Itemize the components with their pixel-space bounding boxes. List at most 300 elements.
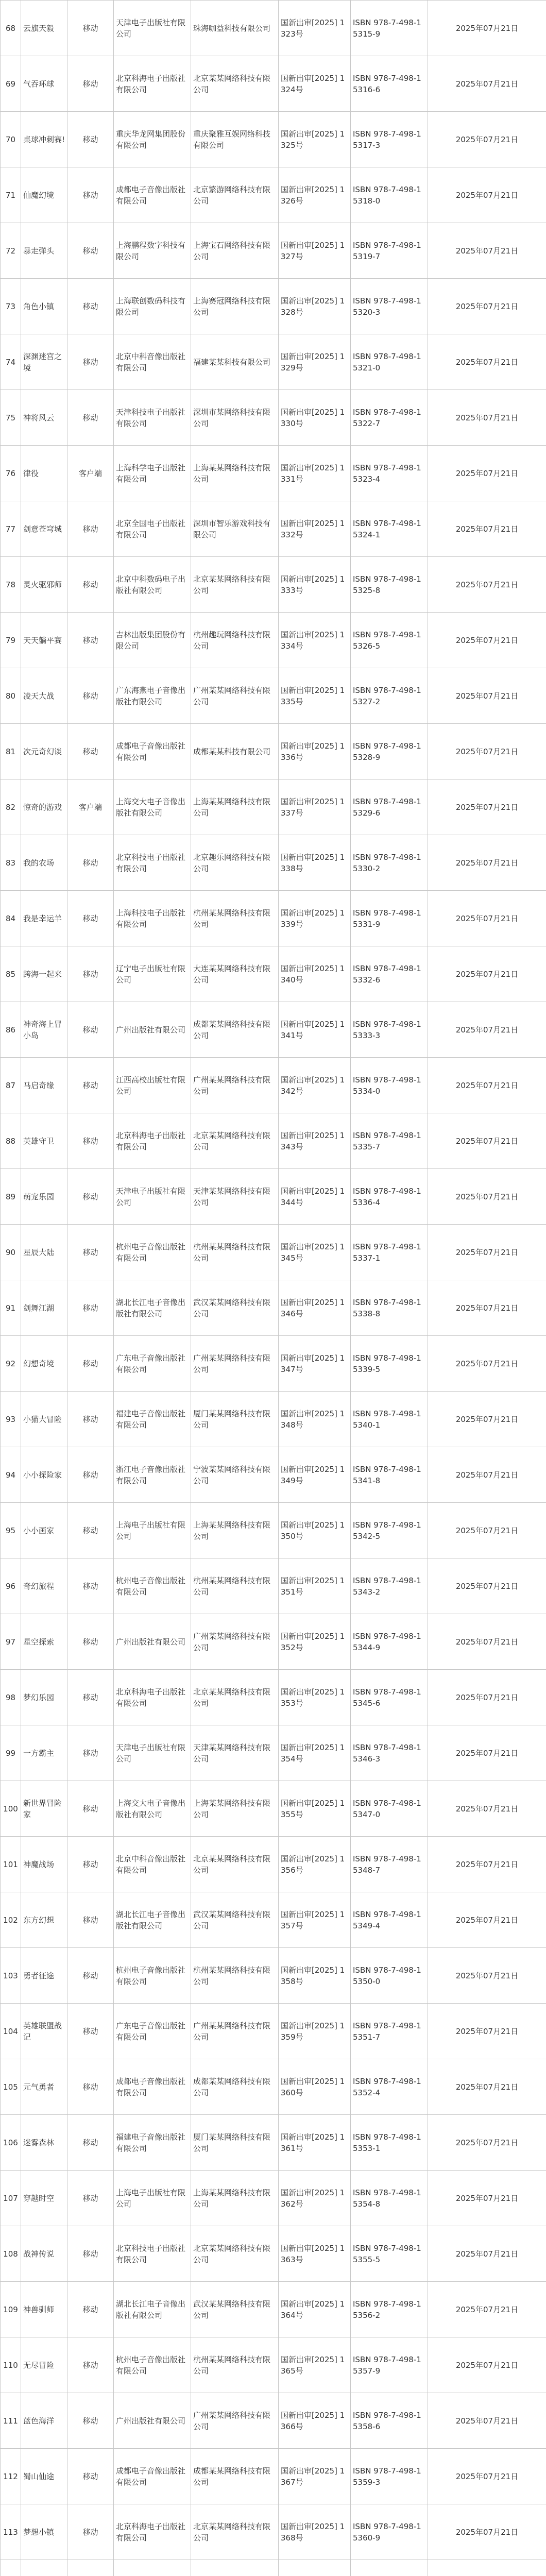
approval-number: 国新出审[2025] 1360号	[279, 2059, 351, 2115]
isbn-number: ISBN 978-7-498-15334-0	[351, 1058, 428, 1113]
game-category: 移动	[67, 2226, 114, 2282]
publisher-name: 天津科技电子出版社有限公司	[114, 390, 191, 446]
game-category: 移动	[67, 56, 114, 112]
operator-name: 武汉某某网络科技有限公司	[191, 1280, 279, 1336]
game-name: 新世界冒险家	[21, 1781, 67, 1837]
game-name: 我的农场	[21, 835, 67, 891]
approval-date: 2025年07月21日	[428, 56, 546, 112]
game-category: 移动	[67, 390, 114, 446]
isbn-number: ISBN 978-7-498-15343-2	[351, 1558, 428, 1614]
isbn-number: ISBN 978-7-498-15327-2	[351, 668, 428, 724]
game-name: 桌球冲刺赛!	[21, 112, 67, 167]
row-number: 104	[1, 2004, 21, 2059]
approval-date: 2025年07月21日	[428, 167, 546, 223]
row-number: 106	[1, 2115, 21, 2171]
operator-name: 珠海咖益科技有限公司	[191, 1, 279, 56]
table-row	[1, 2171, 546, 2226]
row-number: 79	[1, 613, 21, 668]
approval-date: 2025年07月21日	[428, 613, 546, 668]
game-category: 移动	[67, 2004, 114, 2059]
table-row	[1, 946, 546, 1002]
operator-name: 杭州某某网络科技有限公司	[191, 2337, 279, 2393]
approval-number: 国新出审[2025] 1336号	[279, 724, 351, 779]
publisher-name: 杭州电子音像出版社有限公司	[114, 1558, 191, 1614]
operator-name: 杭州趣玩网络科技有限公司	[191, 613, 279, 668]
table-row	[1, 1948, 546, 2004]
publisher-name: 广东电子音像出版社有限公司	[114, 2004, 191, 2059]
table-row	[1, 1336, 546, 1392]
row-number: 78	[1, 557, 21, 613]
row-number: 80	[1, 668, 21, 724]
table-row	[1, 2504, 546, 2560]
approval-number: 国新出审[2025] 1361号	[279, 2115, 351, 2171]
publisher-name: 杭州电子音像出版社有限公司	[114, 2337, 191, 2393]
approval-date: 2025年07月21日	[428, 946, 546, 1002]
table-row	[1, 1002, 546, 1058]
row-number: 82	[1, 779, 21, 835]
approval-date: 2025年07月21日	[428, 1169, 546, 1225]
publisher-name: 上海交大电子音像出版社有限公司	[114, 779, 191, 835]
game-name: 小猫大冒险	[21, 1392, 67, 1447]
isbn-number: ISBN 978-7-498-15345-6	[351, 1670, 428, 1725]
publisher-name: 北京科技电子出版社有限公司	[114, 2226, 191, 2282]
row-number: 110	[1, 2337, 21, 2393]
table-row	[1, 2337, 546, 2393]
isbn-number: ISBN 978-7-498-15357-9	[351, 2337, 428, 2393]
approval-number: 国新出审[2025] 1363号	[279, 2226, 351, 2282]
game-category: 移动	[67, 835, 114, 891]
approval-number: 国新出审[2025] 1344号	[279, 1169, 351, 1225]
isbn-number: ISBN 978-7-498-15318-0	[351, 167, 428, 223]
publisher-name: 成都电子音像出版社有限公司	[114, 167, 191, 223]
operator-name: 杭州某某网络科技有限公司	[191, 1225, 279, 1280]
row-number: 76	[1, 446, 21, 501]
game-category: 移动	[67, 1113, 114, 1169]
approval-date: 2025年07月21日	[428, 557, 546, 613]
game-name: 梦幻乐园	[21, 1670, 67, 1725]
approval-number: 国新出审[2025] 1350号	[279, 1503, 351, 1558]
operator-name: 上海宝石网络科技有限公司	[191, 223, 279, 279]
row-number: 77	[1, 501, 21, 557]
game-name: 蓝色海洋	[21, 2393, 67, 2449]
table-row	[1, 1670, 546, 1725]
publisher-name: 湖北长江电子音像出版社有限公司	[114, 1280, 191, 1336]
row-number: 101	[1, 1837, 21, 1892]
row-number: 108	[1, 2226, 21, 2282]
table-row	[1, 1392, 546, 1447]
isbn-number: ISBN 978-7-498-15317-3	[351, 112, 428, 167]
row-number: 68	[1, 1, 21, 56]
approval-date: 2025年07月21日	[428, 835, 546, 891]
approval-date: 2025年07月21日	[428, 1558, 546, 1614]
row-number: 74	[1, 334, 21, 390]
approval-number: 国新出审[2025] 1333号	[279, 557, 351, 613]
table-row	[1, 1614, 546, 1670]
operator-name: 成都某某科技有限公司	[191, 724, 279, 779]
row-number: 98	[1, 1670, 21, 1725]
publisher-name	[114, 2560, 191, 2576]
operator-name: 北京某某网络科技有限公司	[191, 1670, 279, 1725]
operator-name: 北京繁游网络科技有限公司	[191, 167, 279, 223]
operator-name: 武汉某某网络科技有限公司	[191, 1892, 279, 1948]
isbn-number: ISBN 978-7-498-15339-5	[351, 1336, 428, 1392]
game-category: 移动	[67, 223, 114, 279]
game-name: 神魔战场	[21, 1837, 67, 1892]
approval-number: 国新出审[2025] 1355号	[279, 1781, 351, 1837]
game-category: 移动	[67, 1280, 114, 1336]
table-row	[1, 1225, 546, 1280]
approval-number: 国新出审[2025] 1338号	[279, 835, 351, 891]
approval-date: 2025年07月21日	[428, 1, 546, 56]
game-category: 移动	[67, 2115, 114, 2171]
approval-date: 2025年07月21日	[428, 2449, 546, 2504]
approval-number: 国新出审[2025] 1368号	[279, 2504, 351, 2560]
row-number: 89	[1, 1169, 21, 1225]
game-category: 移动	[67, 891, 114, 946]
operator-name: 成都某某网络科技有限公司	[191, 2449, 279, 2504]
table-row	[1, 2004, 546, 2059]
game-name: 星空探索	[21, 1614, 67, 1670]
game-name: 我是幸运羊	[21, 891, 67, 946]
approval-number: 国新出审[2025] 1352号	[279, 1614, 351, 1670]
isbn-number: ISBN 978-7-498-15344-9	[351, 1614, 428, 1670]
approval-number: 国新出审[2025] 1341号	[279, 1002, 351, 1058]
operator-name: 成都某某网络科技有限公司	[191, 1002, 279, 1058]
row-number: 86	[1, 1002, 21, 1058]
game-name: 凌天大战	[21, 668, 67, 724]
operator-name: 北京某某网络科技有限公司	[191, 1837, 279, 1892]
game-category	[67, 2560, 114, 2576]
publisher-name: 上海电子出版社有限公司	[114, 1503, 191, 1558]
operator-name: 天津某某网络科技有限公司	[191, 1169, 279, 1225]
publisher-name: 成都电子音像出版社有限公司	[114, 2059, 191, 2115]
table-row	[1, 2282, 546, 2337]
row-number: 73	[1, 279, 21, 334]
approval-number: 国新出审[2025] 1324号	[279, 56, 351, 112]
game-name: 一方霸主	[21, 1725, 67, 1781]
approval-date: 2025年07月21日	[428, 1225, 546, 1280]
game-name: 神兽驯师	[21, 2282, 67, 2337]
row-number: 111	[1, 2393, 21, 2449]
approval-date: 2025年07月21日	[428, 1503, 546, 1558]
game-category: 移动	[67, 557, 114, 613]
row-number: 71	[1, 167, 21, 223]
game-category: 移动	[67, 1781, 114, 1837]
isbn-number: ISBN 978-7-498-15340-1	[351, 1392, 428, 1447]
game-category: 移动	[67, 613, 114, 668]
approval-number: 国新出审[2025] 1365号	[279, 2337, 351, 2393]
approval-date: 2025年07月21日	[428, 223, 546, 279]
game-name: 迷雾森林	[21, 2115, 67, 2171]
table-row	[1, 1447, 546, 1503]
publisher-name: 上海电子出版社有限公司	[114, 2171, 191, 2226]
row-number: 103	[1, 1948, 21, 2004]
game-name: 战神传说	[21, 2226, 67, 2282]
approval-number: 国新出审[2025] 1335号	[279, 668, 351, 724]
approval-date: 2025年07月21日	[428, 1670, 546, 1725]
operator-name: 天津某某网络科技有限公司	[191, 1725, 279, 1781]
operator-name: 大连某某网络科技有限公司	[191, 946, 279, 1002]
approval-date: 2025年07月21日	[428, 724, 546, 779]
approval-date: 2025年07月21日	[428, 334, 546, 390]
isbn-number: ISBN 978-7-498-15325-8	[351, 557, 428, 613]
game-name: 次元奇幻谈	[21, 724, 67, 779]
game-category: 移动	[67, 1392, 114, 1447]
isbn-number: ISBN 978-7-498-15337-1	[351, 1225, 428, 1280]
isbn-number: ISBN 978-7-498-15322-7	[351, 390, 428, 446]
operator-name: 成都某某网络科技有限公司	[191, 2059, 279, 2115]
publisher-name: 杭州电子音像出版社有限公司	[114, 1225, 191, 1280]
game-name: 惊奇的游戏	[21, 779, 67, 835]
isbn-number: ISBN 978-7-498-15349-4	[351, 1892, 428, 1948]
publisher-name: 湖北长江电子音像出版社有限公司	[114, 1892, 191, 1948]
approval-number: 国新出审[2025] 1358号	[279, 1948, 351, 2004]
isbn-number: ISBN 978-7-498-15360-9	[351, 2504, 428, 2560]
table-row	[1, 1558, 546, 1614]
publisher-name: 重庆华龙网集团股份有限公司	[114, 112, 191, 167]
game-name: 东方幻想	[21, 1892, 67, 1948]
operator-name: 广州某某网络科技有限公司	[191, 2393, 279, 2449]
row-number: 96	[1, 1558, 21, 1614]
publisher-name: 江西高校出版社有限公司	[114, 1058, 191, 1113]
isbn-number: ISBN 978-7-498-15315-9	[351, 1, 428, 56]
table-row	[1, 1837, 546, 1892]
publisher-name: 上海科学电子出版社有限公司	[114, 446, 191, 501]
approval-number: 国新出审[2025] 1342号	[279, 1058, 351, 1113]
table-row	[1, 2449, 546, 2504]
operator-name: 北京某某网络科技有限公司	[191, 2226, 279, 2282]
game-name: 深渊迷宫之境	[21, 334, 67, 390]
row-number: 90	[1, 1225, 21, 1280]
row-number: 93	[1, 1392, 21, 1447]
game-name: 小小画家	[21, 1503, 67, 1558]
isbn-number: ISBN 978-7-498-15354-8	[351, 2171, 428, 2226]
operator-name: 福建某某科技有限公司	[191, 334, 279, 390]
publisher-name: 广东海燕电子音像出版社有限公司	[114, 668, 191, 724]
game-name: 幻想奇境	[21, 1336, 67, 1392]
publisher-name: 北京科海电子出版社有限公司	[114, 1670, 191, 1725]
approval-date: 2025年07月21日	[428, 2393, 546, 2449]
publisher-name: 吉林出版集团股份有限公司	[114, 613, 191, 668]
operator-name: 北京某某网络科技有限公司	[191, 557, 279, 613]
game-category: 移动	[67, 1558, 114, 1614]
operator-name: 北京某某网络科技有限公司	[191, 1113, 279, 1169]
approval-date: 2025年07月21日	[428, 668, 546, 724]
approval-number: 国新出审[2025] 1356号	[279, 1837, 351, 1892]
operator-name: 上海某某网络科技有限公司	[191, 2171, 279, 2226]
isbn-number: ISBN 978-7-498-15323-4	[351, 446, 428, 501]
table-row	[1, 724, 546, 779]
game-category: 移动	[67, 167, 114, 223]
operator-name: 上海某某网络科技有限公司	[191, 779, 279, 835]
table-row	[1, 56, 546, 112]
table-row	[1, 668, 546, 724]
approval-number: 国新出审[2025] 1334号	[279, 613, 351, 668]
game-name: 角色小镇	[21, 279, 67, 334]
game-category: 移动	[67, 112, 114, 167]
game-name: 小小探险家	[21, 1447, 67, 1503]
approval-date: 2025年07月21日	[428, 2059, 546, 2115]
table-row	[1, 167, 546, 223]
table-row	[1, 2226, 546, 2282]
operator-name: 广州某某网络科技有限公司	[191, 668, 279, 724]
row-number: 97	[1, 1614, 21, 1670]
isbn-number: ISBN 978-7-498-15328-9	[351, 724, 428, 779]
isbn-number: ISBN 978-7-498-15333-3	[351, 1002, 428, 1058]
publisher-name: 北京中科音像出版社有限公司	[114, 334, 191, 390]
publisher-name: 广州出版社有限公司	[114, 1614, 191, 1670]
game-name: 马启奇缘	[21, 1058, 67, 1113]
publisher-name: 北京中科音像出版社有限公司	[114, 1837, 191, 1892]
game-name: 云旗天毅	[21, 1, 67, 56]
table-row	[1, 2393, 546, 2449]
table-row	[1, 223, 546, 279]
isbn-number: ISBN 978-7-498-15321-0	[351, 334, 428, 390]
game-category: 移动	[67, 1058, 114, 1113]
publisher-name: 北京科技电子出版社有限公司	[114, 835, 191, 891]
game-category: 移动	[67, 2504, 114, 2560]
approval-number: 国新出审[2025] 1347号	[279, 1336, 351, 1392]
isbn-number: ISBN 978-7-498-15330-2	[351, 835, 428, 891]
game-category: 移动	[67, 946, 114, 1002]
approval-date	[428, 2560, 546, 2576]
approval-number: 国新出审[2025] 1359号	[279, 2004, 351, 2059]
approval-date: 2025年07月21日	[428, 2115, 546, 2171]
row-number: 91	[1, 1280, 21, 1336]
table-row	[1, 557, 546, 613]
row-number: 85	[1, 946, 21, 1002]
game-name: 灵火驱邪师	[21, 557, 67, 613]
row-number: 107	[1, 2171, 21, 2226]
table-row	[1, 2059, 546, 2115]
game-name: 英雄联盟战记	[21, 2004, 67, 2059]
operator-name: 广州某某网络科技有限公司	[191, 1614, 279, 1670]
game-category: 移动	[67, 1, 114, 56]
operator-name: 北京某某网络科技有限公司	[191, 2504, 279, 2560]
game-name: 元气勇者	[21, 2059, 67, 2115]
game-category: 移动	[67, 1837, 114, 1892]
table-row	[1, 1113, 546, 1169]
operator-name: 深圳市智乐游戏科技有限公司	[191, 501, 279, 557]
game-name: 蜀山仙途	[21, 2449, 67, 2504]
game-category: 移动	[67, 1169, 114, 1225]
game-name: 穿越时空	[21, 2171, 67, 2226]
publisher-name: 杭州电子音像出版社有限公司	[114, 1948, 191, 2004]
approval-number: 国新出审[2025] 1367号	[279, 2449, 351, 2504]
approval-date: 2025年07月21日	[428, 279, 546, 334]
approval-date: 2025年07月21日	[428, 390, 546, 446]
game-category: 移动	[67, 668, 114, 724]
row-number: 95	[1, 1503, 21, 1558]
isbn-number: ISBN 978-7-498-15353-1	[351, 2115, 428, 2171]
isbn-number: ISBN 978-7-498-15335-7	[351, 1113, 428, 1169]
game-name: 律役	[21, 446, 67, 501]
isbn-number: ISBN 978-7-498-15342-5	[351, 1503, 428, 1558]
publisher-name: 浙江电子音像出版社有限公司	[114, 1447, 191, 1503]
approval-number: 国新出审[2025] 1348号	[279, 1392, 351, 1447]
game-category: 移动	[67, 2171, 114, 2226]
approval-date: 2025年07月21日	[428, 1948, 546, 2004]
game-category: 客户端	[67, 779, 114, 835]
game-category: 移动	[67, 2393, 114, 2449]
approval-number: 国新出审[2025] 1326号	[279, 167, 351, 223]
table-row	[1, 1892, 546, 1948]
approval-number: 国新出审[2025] 1351号	[279, 1558, 351, 1614]
game-category: 移动	[67, 2337, 114, 2393]
table-row	[1, 112, 546, 167]
game-name: 奇幻旅程	[21, 1558, 67, 1614]
approval-date: 2025年07月21日	[428, 1447, 546, 1503]
publisher-name: 成都电子音像出版社有限公司	[114, 724, 191, 779]
game-category: 移动	[67, 1503, 114, 1558]
game-category: 移动	[67, 1225, 114, 1280]
publisher-name: 上海科技电子出版社有限公司	[114, 891, 191, 946]
approval-number: 国新出审[2025] 1354号	[279, 1725, 351, 1781]
game-name	[21, 2560, 67, 2576]
row-number: 105	[1, 2059, 21, 2115]
table-row	[1, 501, 546, 557]
game-category: 客户端	[67, 446, 114, 501]
table-row	[1, 2560, 546, 2576]
isbn-number: ISBN 978-7-498-15359-3	[351, 2449, 428, 2504]
table-row	[1, 2115, 546, 2171]
isbn-number: ISBN 978-7-498-15320-3	[351, 279, 428, 334]
approval-number: 国新出审[2025] 1327号	[279, 223, 351, 279]
approval-date: 2025年07月21日	[428, 1614, 546, 1670]
approval-number: 国新出审[2025] 1328号	[279, 279, 351, 334]
row-number: 92	[1, 1336, 21, 1392]
operator-name: 北京趣乐网络科技有限公司	[191, 835, 279, 891]
game-name: 勇者征途	[21, 1948, 67, 2004]
game-category: 移动	[67, 2449, 114, 2504]
game-name: 天天躺平赛	[21, 613, 67, 668]
table-row	[1, 1725, 546, 1781]
game-category: 移动	[67, 501, 114, 557]
game-category: 移动	[67, 724, 114, 779]
game-name: 剑舞江湖	[21, 1280, 67, 1336]
approval-number: 国新出审[2025] 1364号	[279, 2282, 351, 2337]
isbn-number	[351, 2560, 428, 2576]
isbn-number: ISBN 978-7-498-15341-8	[351, 1447, 428, 1503]
table-row	[1, 334, 546, 390]
game-category: 移动	[67, 334, 114, 390]
approval-date: 2025年07月21日	[428, 2282, 546, 2337]
row-number: 99	[1, 1725, 21, 1781]
publisher-name: 成都电子音像出版社有限公司	[114, 2449, 191, 2504]
game-name: 萌宠乐园	[21, 1169, 67, 1225]
game-name: 剑意苍穹城	[21, 501, 67, 557]
publisher-name: 广州出版社有限公司	[114, 2393, 191, 2449]
table-row	[1, 1169, 546, 1225]
approval-date: 2025年07月21日	[428, 112, 546, 167]
approval-number: 国新出审[2025] 1349号	[279, 1447, 351, 1503]
isbn-number: ISBN 978-7-498-15348-7	[351, 1837, 428, 1892]
operator-name: 杭州某某网络科技有限公司	[191, 1558, 279, 1614]
game-category: 移动	[67, 1670, 114, 1725]
publisher-name: 北京中科数码电子出版社有限公司	[114, 557, 191, 613]
operator-name: 深圳市某网络科技有限公司	[191, 390, 279, 446]
approval-number: 国新出审[2025] 1357号	[279, 1892, 351, 1948]
approval-number: 国新出审[2025] 1331号	[279, 446, 351, 501]
approval-date: 2025年07月21日	[428, 2504, 546, 2560]
row-number: 102	[1, 1892, 21, 1948]
publisher-name: 广东电子音像出版社有限公司	[114, 1336, 191, 1392]
approval-number: 国新出审[2025] 1346号	[279, 1280, 351, 1336]
operator-name	[191, 2560, 279, 2576]
game-category: 移动	[67, 1614, 114, 1670]
table-row	[1, 1058, 546, 1113]
publisher-name: 北京科海电子出版社有限公司	[114, 56, 191, 112]
